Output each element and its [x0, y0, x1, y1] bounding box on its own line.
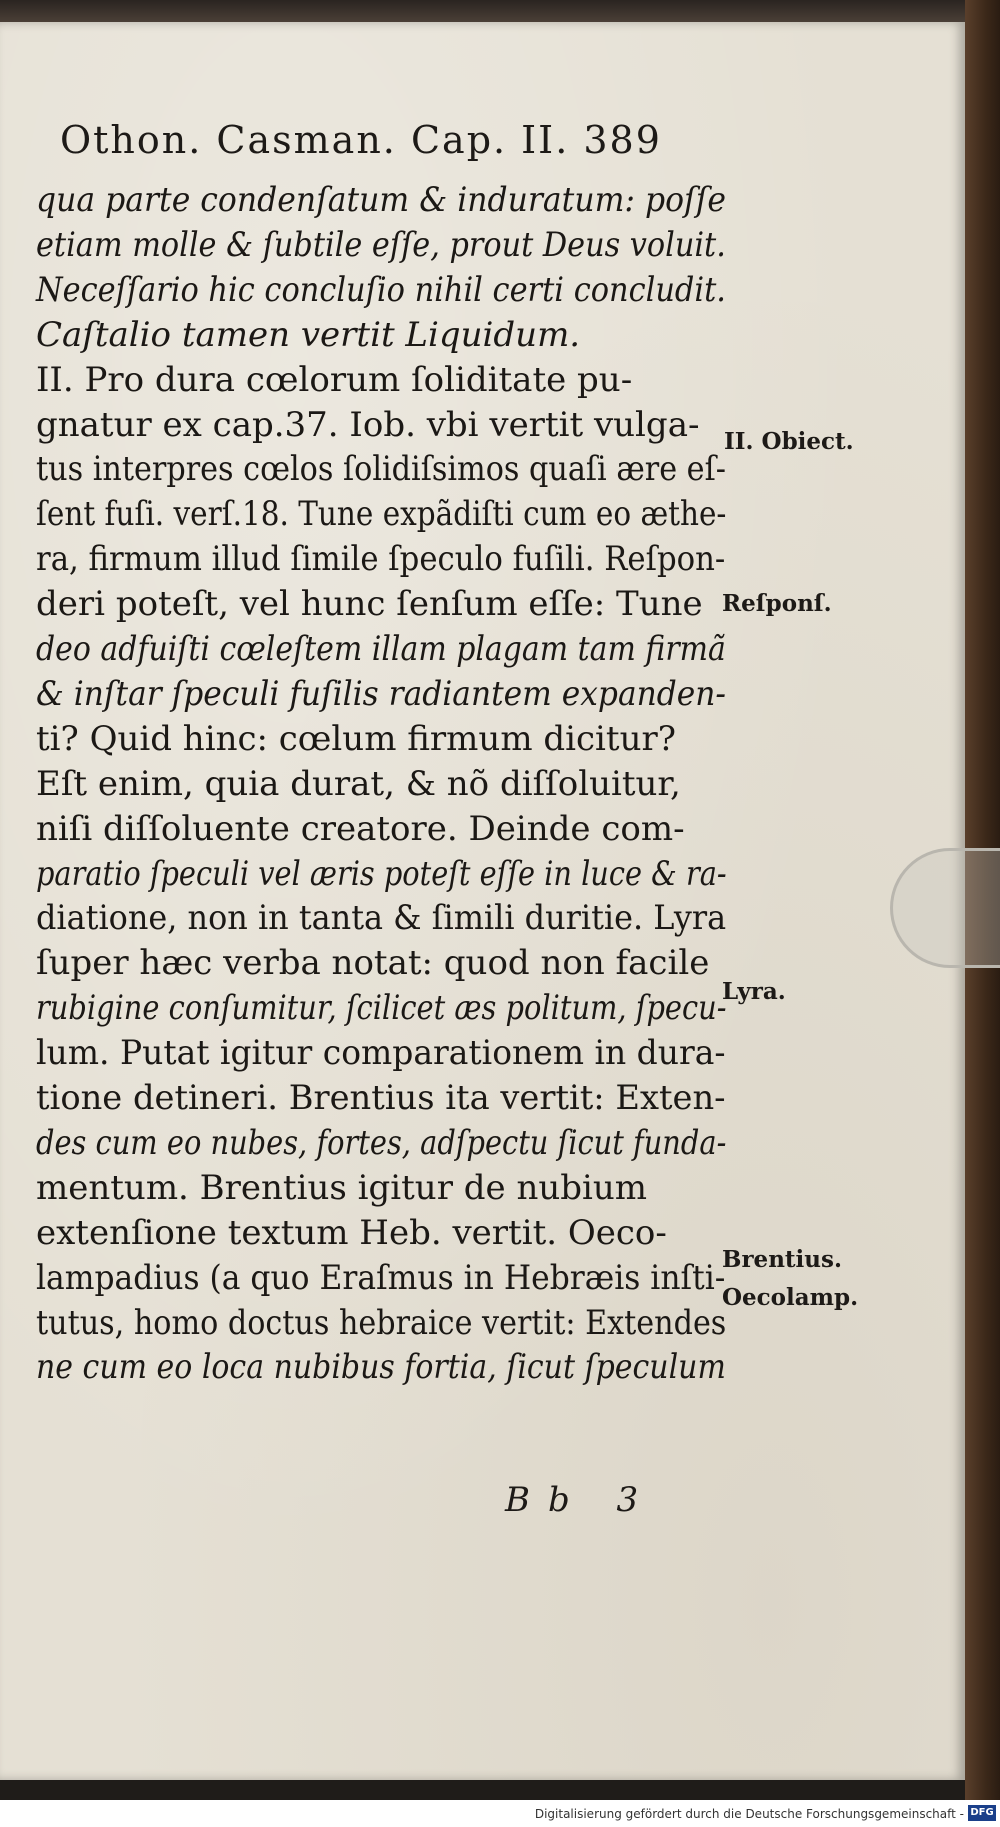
body-line: ne cum eo loca nubibus fortia, ſicut ſpeculum: [36, 1347, 726, 1388]
body-line: niſi diſſoluente creatore. Deinde com-: [36, 808, 685, 849]
body-line: extenſione textum Heb. vertit. Oeco-: [36, 1212, 667, 1253]
signature-mark: Bb 3: [505, 1480, 657, 1520]
body-line: lampadius (a quo Eraſmus in Hebræis inſti-: [36, 1257, 726, 1298]
margin-note-oecolamp: Oecolamp.: [722, 1284, 859, 1311]
body-line: ra, firmum illud ſimile ſpeculo fuſili. Reſpon-: [36, 539, 726, 580]
body-line: diatione, non in tanta & ſimili duritie. Lyra: [36, 898, 727, 939]
digitization-footer: [0, 1800, 1000, 1827]
margin-note-obiect: II. Obiect.: [724, 428, 854, 455]
margin-note-respons: Reſponſ.: [722, 590, 832, 617]
margin-note-lyra: Lyra.: [722, 978, 786, 1005]
body-line: etiam molle & ſubtile eſſe, prout Deus voluit.: [36, 224, 726, 265]
body-line: mentum. Brentius igitur de nubium: [36, 1167, 648, 1208]
body-line: rubigine conſumitur, ſcilicet æs politum, ſpecu-: [36, 988, 727, 1029]
body-line: gnatur ex cap.37. Iob. vbi vertit vulga-: [36, 404, 700, 445]
body-line: tus interpres cœlos ſolidiſsimos quaſi ære eſ-: [36, 449, 726, 490]
body-line: lum. Putat igitur comparationem in dura-: [36, 1033, 726, 1074]
body-line: des cum eo nubes, fortes, adſpectu ſicut funda-: [36, 1122, 727, 1163]
body-line: tutus, homo doctus hebraice vertit: Extendes: [36, 1302, 727, 1343]
page-clip: [890, 848, 1000, 968]
body-line: deo adfuiſti cœleſtem illam plagam tam firmã: [36, 629, 726, 669]
body-line: & inſtar ſpeculi fuſilis radiantem expanden-: [36, 673, 726, 714]
body-line: deri poteſt, vel hunc ſenſum eſſe: Tune: [36, 584, 703, 625]
body-line: qua parte condenſatum & induratum: poſſe: [36, 180, 726, 220]
running-header: Othon. Casman. Cap. II. 389: [60, 118, 662, 162]
body-line: Caſtalio tamen vertit Liquidum.: [36, 314, 581, 355]
body-line: ſent fuſi. verſ.18. Tune expãdiſti cum eo æthe-: [36, 494, 727, 535]
body-line: paratio ſpeculi vel æris poteſt eſſe in luce & ra-: [36, 853, 727, 894]
body-line: II. Pro dura cœlorum ſoliditate pu-: [36, 359, 633, 400]
margin-note-brentius: Brentius.: [722, 1246, 842, 1273]
body-line: ti? Quid hinc: cœlum firmum dicitur?: [36, 718, 676, 759]
body-line: Neceſſario hic concluſio nihil certi concludit.: [36, 269, 726, 310]
body-line: ſuper hæc verba notat: quod non facile: [36, 943, 710, 984]
footer-credit: Digitalisierung gefördert durch die Deutsche Forschungsgemeinschaft -: [534, 1807, 964, 1821]
dfg-logo: DFG: [968, 1805, 996, 1821]
body-line: tione detineri. Brentius ita vertit: Exten-: [36, 1078, 726, 1118]
body-line: Eſt enim, quia durat, & nõ diſſoluitur,: [36, 763, 681, 804]
scan-top-edge: [0, 0, 1000, 22]
